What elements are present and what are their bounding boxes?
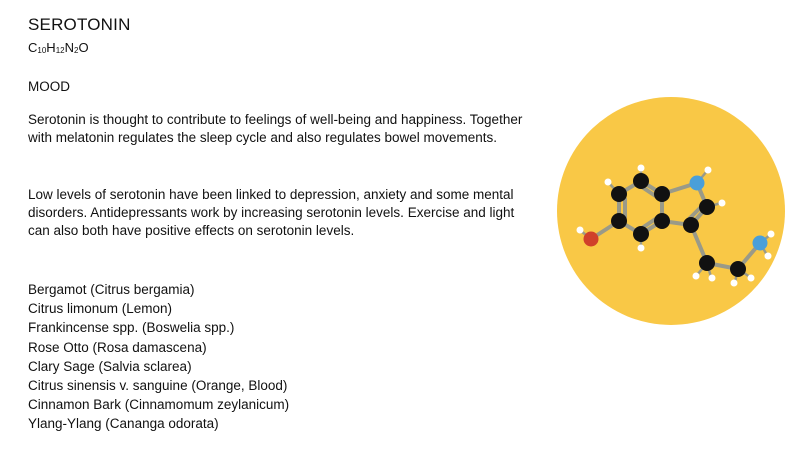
carbon-atom [699, 255, 715, 271]
chemical-formula [28, 40, 89, 55]
essential-oil-list [28, 280, 289, 434]
hydrogen-atom [638, 245, 645, 252]
carbon-atom [730, 261, 746, 277]
list-item: Citrus sinensis v. sanguine (Orange, Blood) [28, 378, 288, 394]
formula-element: C [28, 40, 38, 55]
page-title: SEROTONIN [28, 15, 131, 34]
oxygen-atom [584, 232, 599, 247]
nitrogen-atom [690, 176, 705, 191]
carbon-atom [611, 186, 627, 202]
hydrogen-atom [638, 165, 645, 172]
hydrogen-atom [577, 227, 584, 234]
carbon-atom [633, 226, 649, 242]
carbon-atom [654, 213, 670, 229]
carbon-atom [683, 217, 699, 233]
molecule-background-circle [557, 97, 785, 325]
list-item: Citrus limonum (Lemon) [28, 301, 173, 317]
carbon-atom [699, 199, 715, 215]
formula-element: H [46, 40, 56, 55]
hydrogen-atom [731, 280, 738, 287]
nitrogen-atom [753, 236, 768, 251]
formula-subscript: 2 [73, 46, 79, 55]
hydrogen-atom [765, 253, 772, 260]
carbon-atom [611, 213, 627, 229]
hydrogen-atom [768, 231, 775, 238]
description-paragraph: Low levels of serotonin have been linked to depression, anxiety and some mental disorders. Antidepressants work by increasing serotonin levels. Exercise and light can also both have positive effects on serotonin levels. [28, 187, 515, 238]
list-item: Cinnamon Bark (Cinnamomum zeylanicum) [28, 397, 290, 413]
serotonin-molecule-illustration [557, 97, 785, 325]
description-paragraph: Serotonin is thought to contribute to feelings of well-being and happiness. Together with melatonin regulates the sleep cycle and also regulates bowel movements. [28, 112, 523, 145]
list-item: Clary Sage (Salvia sclarea) [28, 358, 192, 374]
hydrogen-atom [748, 275, 755, 282]
formula-subscript: 10 [37, 46, 47, 55]
hydrogen-atom [605, 179, 612, 186]
hydrogen-atom [719, 200, 726, 207]
formula-element: N [64, 40, 74, 55]
list-item: Rose Otto (Rosa damascena) [28, 339, 207, 355]
list-item: Bergamot (Citrus bergamia) [28, 282, 195, 297]
formula-subscript: 12 [55, 46, 65, 55]
hydrogen-atom [709, 275, 716, 282]
section-label: MOOD [28, 79, 70, 94]
carbon-atom [633, 173, 649, 189]
list-item: Ylang-Ylang (Cananga odorata) [28, 416, 219, 432]
formula-element: O [78, 40, 89, 55]
carbon-atom [654, 186, 670, 202]
hydrogen-atom [705, 167, 712, 174]
list-item: Frankincense spp. (Boswelia spp.) [28, 320, 235, 336]
hydrogen-atom [693, 273, 700, 280]
